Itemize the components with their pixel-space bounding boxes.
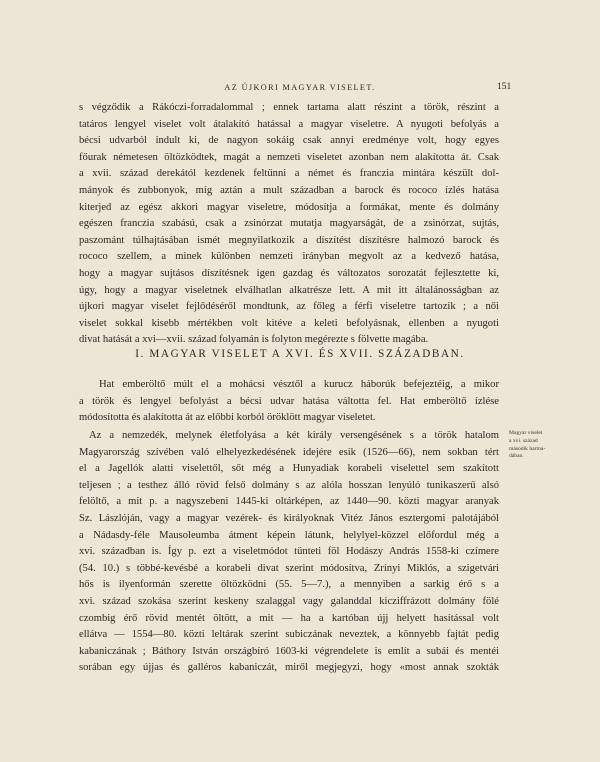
text-line: sorában egy újjas és galléros kabaniczát, miről megjegyzi, hogy «most annak szokták xyxy=(79,662,499,674)
text-line: Az a nemzedék, melynek életfolyása a két király versengésének s a török hatalom xyxy=(89,430,499,441)
text-line: hogy a magyar sujtásos díszítésnek igen gazdag és változatos sorozatát fejlesztette ki, xyxy=(79,267,499,279)
text-line: módosította és alakította át az előbbi korból öröklött magyar viseletet. xyxy=(79,412,376,424)
text-line: xvi. század szokása szerint keskeny szalaggal vagy galanddal kicziffrázott dolmány fölé xyxy=(79,595,499,607)
text-line: mányok és zubbonyok, míg aztán a mult században a barock és rococo ízlés hatása xyxy=(79,184,499,196)
text-line: hős is ilyenformán szerette öltözködni (55. 5—7.), a mennyiben a sarkig érő s a xyxy=(79,579,499,591)
text-line: ellátva — 1554—80. közti leltárak szerint subiczának neveztek, a könnyebb fajtát pedig xyxy=(79,629,499,641)
text-line: újkori magyar viselet fejlődéséről mondtunk, az főleg a férfi viseletre tartozik ; a női xyxy=(79,301,499,313)
page-number: 151 xyxy=(497,82,512,92)
text-line: tatáros lengyel viselet volt átalakító hatással a magyar viseletre. A nyugoti befolyás a xyxy=(79,118,499,130)
paragraph-3 xyxy=(79,428,499,677)
text-line: a török és lengyel befolyást a bécsi udvar hatása váltotta fel. Hat emberöltő ízlése xyxy=(79,395,499,407)
text-line: xvi. században is. Így p. ezt a viseletmódot tünteti föl Hodászy András 1558-ki czímere xyxy=(79,546,499,558)
margin-note-line: a xvi. század xyxy=(509,437,538,444)
text-line: Magyarország szívében való elhelyezkedésének idejére esik (1526—66), nem sokban tért xyxy=(79,446,499,458)
text-line: s végződik a Rákóczi-forradalommal ; ennek tartama alatt részint a török, részint a xyxy=(79,102,499,113)
margin-note-line: második harma- xyxy=(509,445,546,452)
section-heading: I. MAGYAR VISELET A XVI. ÉS XVII. SZÁZADBAN. xyxy=(135,348,465,360)
running-head xyxy=(0,83,600,97)
text-line: kabaniczának ; Báthory István országbíró 1603-ki végrendelete is említ a subái és mentéi xyxy=(79,645,499,657)
text-line: Sz. Lászlóján, vagy a magyar vezérek- és királyoknak Vitéz János esztergomi palotájából xyxy=(79,512,499,524)
text-line: a xvii. század derekától kezdenek feltűnni a német és franczia mintára készült dol- xyxy=(79,168,499,180)
text-line: Hat emberöltő múlt el a mohácsi vésztől a kurucz háborúk befejeztéig, a mikor xyxy=(99,379,499,390)
text-line: kiterjed az egész akkori magyar viseletre, módosítja a formákat, mente és dolmány xyxy=(79,201,499,213)
margin-note-line: Magyar viselet xyxy=(509,430,543,436)
text-line: rococo szellem, a minek különben nemzeti irányban megvolt az a kedvező hatása, xyxy=(79,251,499,263)
running-title: AZ ÚJKORI MAGYAR VISELET. xyxy=(224,83,376,92)
text-line: felöltő, a mit p. a nagyszebeni 1445-ki oltárképen, az 1440—90. közti magyar aranyak xyxy=(79,496,499,508)
text-line: bécsi udvarból indult ki, de nagyon sokáig csak annyi eredménye volt, hogy egyes xyxy=(79,135,499,147)
text-line: teljesen ; a testhez álló rövid felső dolmány s az alóla hosszan lenyúló tunikaszerű alsó xyxy=(79,479,499,491)
text-line: paszománt túlhajtásában ismét megnyilatkozik a díszítést díszítésre halmozó barock és xyxy=(79,234,499,246)
text-line: viselet sokkal kisebb mértékben volt kitéve a keleti befolyásnak, ellenben a nyugoti xyxy=(79,317,499,329)
text-line: úgy, hogy a magyar viseletnek elválhatlan alkatrésze lett. A mit itt általánosságban az xyxy=(79,284,499,296)
text-line: divat hatását a xvi—xvii. század folyamán is folyton megérezte s fölvette magába. xyxy=(79,334,429,346)
margin-note-line: dában. xyxy=(509,453,524,460)
text-line: czombig érő rövid mentét öltött, a mit — ha a kartóban újj helyett hasítással volt xyxy=(79,612,499,624)
paragraph-2 xyxy=(79,377,499,427)
paragraph-1 xyxy=(79,100,499,349)
text-line: főurak németesen öltözködtek, magát a nemzeti viseletet azonban nem alakította át. Csak xyxy=(79,151,499,163)
text-line: a Nádasdy-féle Mausoleumba átment képein látunk, helylyel-közzel előfordul még a xyxy=(79,529,499,541)
text-line: (54. 10.) s többé-kevésbé a korabeli divat szerint módosítva, Zrínyi Miklós, a szigetvári xyxy=(79,562,499,574)
text-line: el a Jagellók alatti viselettől, sőt még a Hunyadiak korabeli viselettel sem szakított xyxy=(79,463,499,475)
margin-note xyxy=(509,430,581,461)
text-line: egészen franczia szabású, csak a zsinórzat mutatja magyarságát, de a zsinórzat, sujtás, xyxy=(79,218,499,230)
